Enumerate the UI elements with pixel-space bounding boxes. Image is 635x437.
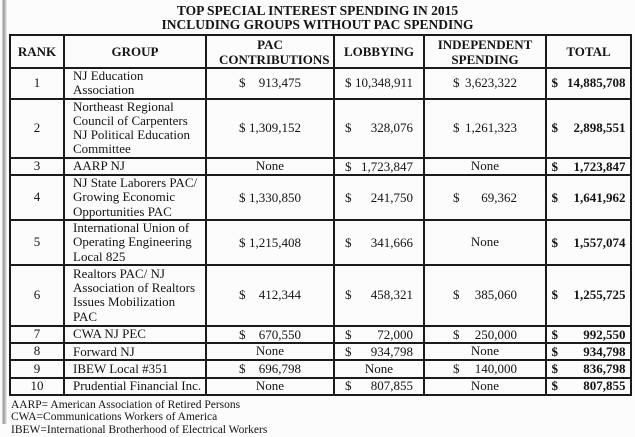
currency-symbol: $ xyxy=(345,343,352,359)
lobbying-cell xyxy=(334,99,424,158)
amount: 385,060 xyxy=(474,287,517,303)
total-cell xyxy=(546,68,631,99)
rank-cell: 1 xyxy=(10,68,64,99)
amount: 913,475 xyxy=(258,75,301,91)
amount: 1,309,152 xyxy=(249,120,301,136)
group-cell: CWA NJ PEC xyxy=(64,326,206,343)
pac-cell xyxy=(206,99,334,158)
amount: 14,885,708 xyxy=(567,75,626,91)
independent-cell xyxy=(424,99,546,158)
total-cell xyxy=(546,158,631,175)
total-cell xyxy=(546,378,631,395)
table-row xyxy=(10,158,631,175)
footnote-aarp: AARP= American Association of Retired Persons xyxy=(11,398,241,411)
scan-artifact xyxy=(2,0,7,424)
header-total: TOTAL xyxy=(546,35,631,68)
group-cell: AARP NJ xyxy=(64,158,206,175)
currency-symbol: $ xyxy=(239,189,246,205)
pac-cell: None xyxy=(206,343,334,360)
pac-cell xyxy=(206,265,334,326)
rank-cell: 6 xyxy=(10,265,64,326)
amount: 412,344 xyxy=(258,287,301,303)
currency-symbol: $ xyxy=(453,120,460,136)
pac-cell xyxy=(206,360,334,377)
independent-cell xyxy=(424,326,546,343)
currency-symbol: $ xyxy=(551,343,558,359)
total-cell xyxy=(546,343,631,360)
currency-symbol: $ xyxy=(239,234,246,250)
lobbying-cell xyxy=(334,378,424,395)
amount: 10,348,911 xyxy=(354,75,413,91)
header-independent-spending: INDEPENDENT SPENDING xyxy=(424,35,546,68)
currency-symbol: $ xyxy=(345,120,352,136)
group-cell: Forward NJ xyxy=(64,343,206,360)
amount: 934,798 xyxy=(370,343,413,359)
currency-symbol: $ xyxy=(345,326,352,342)
total-cell xyxy=(546,265,631,326)
independent-cell: None xyxy=(424,220,546,265)
rank-cell: 5 xyxy=(10,220,64,265)
currency-symbol: $ xyxy=(551,234,558,250)
independent-cell: None xyxy=(424,378,546,395)
amount: 807,855 xyxy=(583,378,626,394)
rank-cell: 10 xyxy=(10,378,64,395)
footnotes xyxy=(11,399,635,437)
amount: 72,000 xyxy=(377,326,413,342)
rank-cell: 8 xyxy=(10,343,64,360)
table-row xyxy=(10,99,631,158)
independent-cell xyxy=(424,68,546,99)
pac-cell xyxy=(206,175,334,220)
total-cell xyxy=(546,360,631,377)
amount: 328,076 xyxy=(370,120,413,136)
currency-symbol: $ xyxy=(453,189,460,205)
header-pac-contributions: PAC CONTRIBUTIONS xyxy=(206,35,334,68)
independent-cell xyxy=(424,265,546,326)
currency-symbol: $ xyxy=(345,378,352,394)
currency-symbol: $ xyxy=(345,189,352,205)
amount: 1,215,408 xyxy=(249,234,301,250)
independent-cell: None xyxy=(424,343,546,360)
currency-symbol: $ xyxy=(345,287,352,303)
footnote-ibew: IBEW=International Brotherhood of Electrical Workers xyxy=(11,424,268,437)
total-cell xyxy=(546,220,631,265)
group-cell: IBEW Local #351 xyxy=(64,360,206,377)
header-lobbying: LOBBYING xyxy=(334,35,424,68)
currency-symbol: $ xyxy=(551,75,558,91)
amount: 836,798 xyxy=(583,361,626,377)
amount: 241,750 xyxy=(370,189,413,205)
rank-cell: 2 xyxy=(10,99,64,158)
amount: 696,798 xyxy=(258,361,301,377)
footnote-cwa: CWA=Communications Workers of America xyxy=(11,411,218,424)
currency-symbol: $ xyxy=(551,361,558,377)
pac-cell xyxy=(206,68,334,99)
currency-symbol: $ xyxy=(239,361,246,377)
amount: 1,723,847 xyxy=(361,158,413,174)
amount: 341,666 xyxy=(370,234,413,250)
lobbying-cell xyxy=(334,158,424,175)
independent-cell: None xyxy=(424,158,546,175)
lobbying-cell xyxy=(334,326,424,343)
currency-symbol: $ xyxy=(551,189,558,205)
rank-cell: 9 xyxy=(10,360,64,377)
currency-symbol: $ xyxy=(551,158,558,174)
table-row xyxy=(10,68,631,99)
pac-cell: None xyxy=(206,378,334,395)
total-cell xyxy=(546,326,631,343)
currency-symbol: $ xyxy=(345,234,352,250)
spending-table xyxy=(9,34,632,396)
pac-cell: None xyxy=(206,158,334,175)
amount: 3,623,322 xyxy=(465,75,517,91)
group-cell: Realtors PAC/ NJ Association of Realtors Issues Mobilization PAC xyxy=(64,265,206,326)
currency-symbol: $ xyxy=(551,326,558,342)
currency-symbol: $ xyxy=(551,120,558,136)
document-title xyxy=(0,0,635,32)
currency-symbol: $ xyxy=(453,361,460,377)
group-cell: NJ Education Association xyxy=(64,68,206,99)
amount: 69,362 xyxy=(481,189,517,205)
table-row xyxy=(10,265,631,326)
group-cell: International Union of Operating Engineering Local 825 xyxy=(64,220,206,265)
pac-cell xyxy=(206,220,334,265)
currency-symbol: $ xyxy=(345,75,352,91)
lobbying-cell: None xyxy=(334,360,424,377)
currency-symbol: $ xyxy=(345,158,352,174)
currency-symbol: $ xyxy=(239,287,246,303)
amount: 1,557,074 xyxy=(573,234,626,250)
header-row xyxy=(10,35,631,68)
title-line-1: TOP SPECIAL INTEREST SPENDING IN 2015 xyxy=(176,3,459,18)
lobbying-cell xyxy=(334,175,424,220)
table-row xyxy=(10,175,631,220)
table-row xyxy=(10,378,631,395)
rank-cell: 4 xyxy=(10,175,64,220)
header-group: GROUP xyxy=(64,35,206,68)
table-row xyxy=(10,360,631,377)
currency-symbol: $ xyxy=(239,120,246,136)
group-cell: NJ State Laborers PAC/ Growing Economic Opportunities PAC xyxy=(64,175,206,220)
lobbying-cell xyxy=(334,68,424,99)
currency-symbol: $ xyxy=(453,75,460,91)
group-cell: Prudential Financial Inc. xyxy=(64,378,206,395)
header-rank: RANK xyxy=(10,35,64,68)
pac-cell xyxy=(206,326,334,343)
amount: 1,330,850 xyxy=(249,189,301,205)
amount: 670,550 xyxy=(258,326,301,342)
rank-cell: 3 xyxy=(10,158,64,175)
currency-symbol: $ xyxy=(551,378,558,394)
group-cell: Northeast Regional Council of Carpenters NJ Political Education Committee xyxy=(64,99,206,158)
total-cell xyxy=(546,99,631,158)
currency-symbol: $ xyxy=(453,326,460,342)
amount: 1,255,725 xyxy=(573,287,626,303)
rank-cell: 7 xyxy=(10,326,64,343)
amount: 1,641,962 xyxy=(573,189,626,205)
amount: 1,261,323 xyxy=(465,120,517,136)
amount: 992,550 xyxy=(583,326,626,342)
currency-symbol: $ xyxy=(453,287,460,303)
title-line-2: INCLUDING GROUPS WITHOUT PAC SPENDING xyxy=(161,17,474,32)
table-row xyxy=(10,220,631,265)
amount: 2,898,551 xyxy=(573,120,626,136)
currency-symbol: $ xyxy=(239,75,246,91)
independent-cell xyxy=(424,360,546,377)
lobbying-cell xyxy=(334,220,424,265)
table-row xyxy=(10,343,631,360)
amount: 458,321 xyxy=(370,287,413,303)
amount: 250,000 xyxy=(474,326,517,342)
amount: 140,000 xyxy=(474,361,517,377)
currency-symbol: $ xyxy=(239,326,246,342)
independent-cell xyxy=(424,175,546,220)
currency-symbol: $ xyxy=(551,287,558,303)
table-row xyxy=(10,326,631,343)
lobbying-cell xyxy=(334,343,424,360)
total-cell xyxy=(546,175,631,220)
amount: 1,723,847 xyxy=(573,158,626,174)
amount: 807,855 xyxy=(370,378,413,394)
lobbying-cell xyxy=(334,265,424,326)
amount: 934,798 xyxy=(583,343,626,359)
